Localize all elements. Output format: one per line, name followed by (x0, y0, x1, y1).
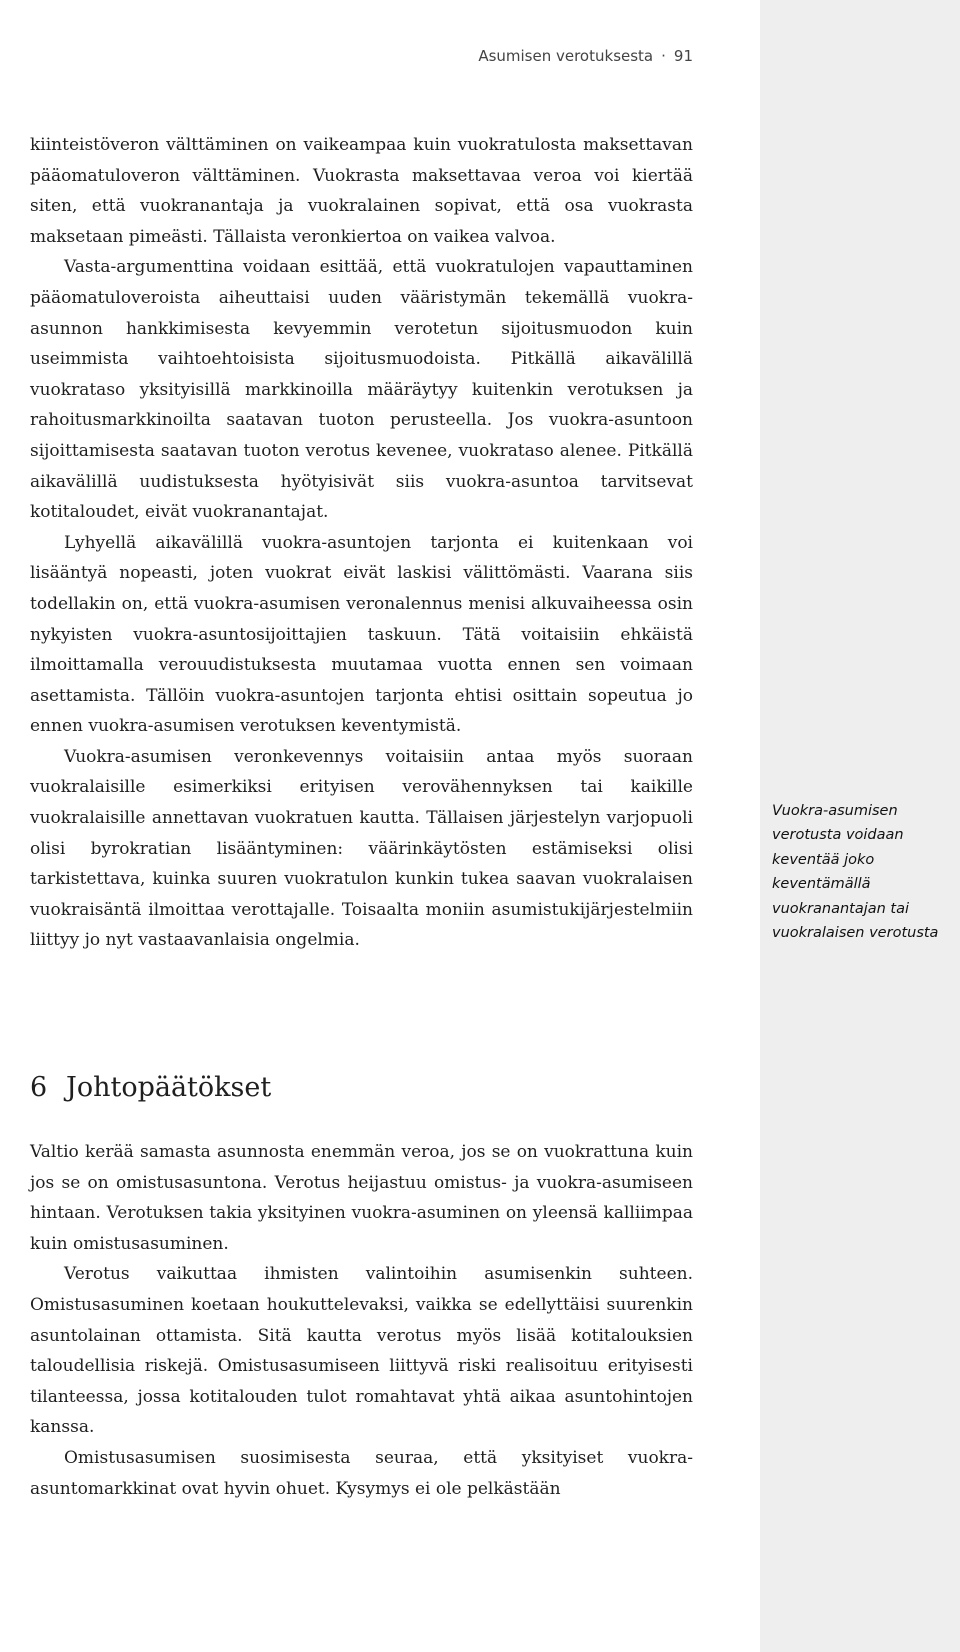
body-paragraph: Vasta-argumenttina voidaan esittää, että vuokratulojen vapauttaminen pääomatuloveroista aiheuttaisi uuden vääristymän tekemällä vuokra-asunnon hankkimisesta kevyemmin verotetun sijoitusmuodon kuin useimmista vaihtoehtoisista sijoitusmuodoista. Pitkällä aikavälillä vuokrataso yksityisillä markkinoilla määräytyy kuitenkin verotuksen ja rahoitusmarkkinoilta saatavan tuoton perusteella. Jos vuokra-asuntoon sijoittamisesta saatavan tuoton verotus kevenee, vuokrataso alenee. Pitkällä aikavälillä uudistuksesta hyötyisivät siis vuokra-asuntoa tarvitsevat kotitaloudet, eivät vuokranantajat. (30, 257, 693, 523)
page-number: 91 (673, 47, 693, 65)
body-paragraph: kiinteistöveron välttäminen on vaikeampaa kuin vuokratulosta maksettavan pääomatuloveron välttäminen. Vuokrasta maksettavaa veroa voi kiertää siten, että vuokranantaja ja vuokralainen sopivat, että osa vuokrasta maksetaan pimeästi. Tällaista veronkiertoa on vaikea valvoa. (30, 135, 693, 247)
body-paragraph: Vuokra-asumisen veronkevennys voitaisiin antaa myös suoraan vuokralaisille esimerkiksi erityisen verovähennyksen tai kaikille vuokralaisille annettavan vuokratuen kautta. Tällaisen järjestelyn varjopuoli olisi byrokratian lisääntyminen: väärinkäytösten estämiseksi olisi tarkistettava, kuinka suuren vuokratulon kunkin tukea saavan vuokralaisen vuokraisäntä ilmoittaa verottajalle. Toisaalta moniin asumistukijärjestelmiin liittyy jo nyt vastaavanlaisia ongelmia. (30, 746, 693, 951)
section-title: Johtopäätökset (66, 1072, 272, 1103)
running-header (420, 47, 693, 65)
conclusions-text (30, 1137, 693, 1504)
main-text-column (30, 130, 693, 956)
header-separator: · (661, 47, 666, 65)
body-paragraph: Lyhyellä aikavälillä vuokra-asuntojen tarjonta ei kuitenkaan voi lisääntyä nopeasti, joten vuokrat eivät laskisi välittömästi. Vaarana siis todellakin on, että vuokra-asumisen veronalennus menisi alkuvaiheessa osin nykyisten vuokra-asuntosijoittajien taskuun. Tätä voitaisiin ehkäistä ilmoittamalla verouudistuksesta muutamaa vuotta ennen sen voimaan asettamista. Tällöin vuokra-asuntojen tarjonta ehtisi osittain sopeutua jo ennen vuokra-asumisen verotuksen keventymistä. (30, 532, 693, 737)
conclusion-paragraph: Verotus vaikuttaa ihmisten valintoihin asumisenkin suhteen. Omistusasuminen koetaan houkuttelevaksi, vaikka se edellyttäisi suurenkin asuntolainan ottamista. Sitä kautta verotus myös lisää kotitalouksien taloudellisia riskejä. Omistusasumiseen liittyvä riski realisoituu erityisesti tilanteessa, jossa kotitalouden tulot romahtavat yhtä aikaa asuntohintojen kanssa. (30, 1264, 693, 1438)
running-title: Asumisen verotuksesta (478, 47, 654, 65)
conclusion-paragraph: Omistusasumisen suosimisesta seuraa, että yksityiset vuokra-asuntomarkkinat ovat hyvin ohuet. Kysymys ei ole pelkästään (30, 1447, 693, 1499)
margin-note: Vuokra-asumisen verotusta voidaan keventää joko keventämällä vuokranantajan tai vuokralaisen verotusta (772, 803, 939, 942)
conclusion-paragraph: Valtio kerää samasta asunnosta enemmän veroa, jos se on vuokrattuna kuin jos se on omistusasuntona. Verotus heijastuu omistus- ja vuokra-asumiseen hintaan. Verotuksen takia yksityinen vuokra-asuminen on yleensä kalliimpaa kuin omistusasuminen. (30, 1142, 693, 1254)
section-number: 6 (30, 1072, 48, 1103)
section-heading (30, 1072, 271, 1103)
